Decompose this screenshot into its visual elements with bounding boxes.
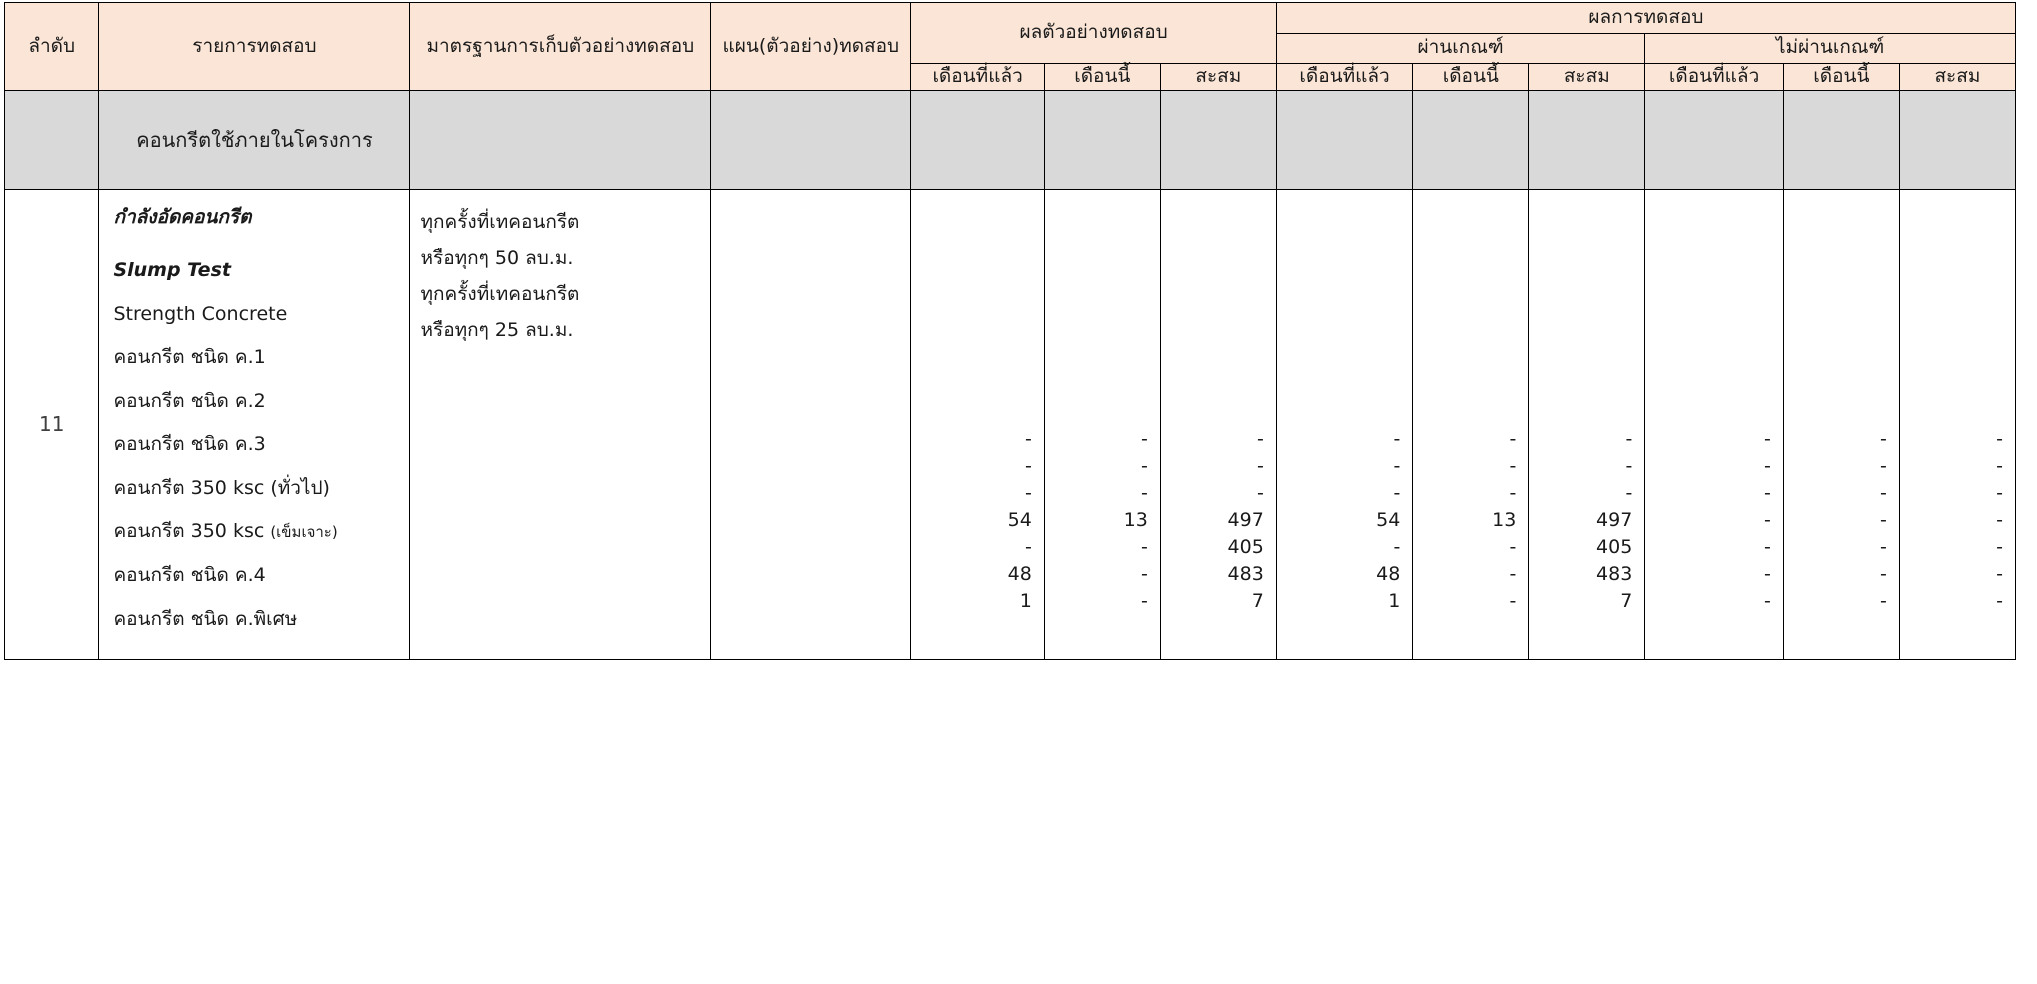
value-cell: 405 <box>1596 536 1633 559</box>
value-cell: 13 <box>1492 509 1517 532</box>
standard-list <box>410 190 710 358</box>
value-cell: - <box>1996 482 2003 505</box>
header-sample-last-month: เดือนที่แล้ว <box>911 64 1044 91</box>
value-cell: - <box>1509 590 1517 613</box>
value-cell: 7 <box>1620 590 1633 613</box>
value-cell: 7 <box>1251 590 1264 613</box>
value-cell: - <box>1509 428 1517 451</box>
value-cell: - <box>1764 590 1771 613</box>
row-fail-last-month <box>1645 189 1784 659</box>
value-cell: 48 <box>1376 563 1401 586</box>
standard-line: หรือทุกๆ 25 ลบ.ม. <box>420 318 574 341</box>
band-no <box>5 90 99 189</box>
value-cell: - <box>1880 509 1887 532</box>
value-cell: - <box>1256 455 1264 478</box>
band-fail-this-month <box>1783 90 1899 189</box>
value-cell: - <box>1880 428 1887 451</box>
table-row <box>5 189 2016 659</box>
value-cell: 13 <box>1123 509 1148 532</box>
value-cell: 54 <box>1376 509 1401 532</box>
value-cell: 1 <box>1388 590 1401 613</box>
band-fail-last-month <box>1645 90 1784 189</box>
band-sample-cumulative <box>1160 90 1276 189</box>
value-cell: - <box>1024 455 1032 478</box>
value-cell: - <box>1880 536 1887 559</box>
value-cell: - <box>1880 482 1887 505</box>
value-cell: 48 <box>1007 563 1032 586</box>
item-list <box>99 190 409 659</box>
table-row <box>5 90 2016 189</box>
report-sheet <box>0 2 2037 984</box>
standard-line: ทุกครั้งที่เทคอนกรีต <box>420 210 580 233</box>
header-pass-last-month: เดือนที่แล้ว <box>1276 64 1413 91</box>
value-cell: - <box>1140 590 1148 613</box>
value-cell: - <box>1509 482 1517 505</box>
item-label: คอนกรีต 350 ksc (เข็มเจาะ) <box>113 520 338 543</box>
item-label: Slump Test <box>113 259 231 282</box>
value-cell: - <box>1996 563 2003 586</box>
value-cell: - <box>1024 536 1032 559</box>
value-cell: - <box>1764 536 1771 559</box>
row-number: 11 <box>5 189 99 659</box>
header-test-result: ผลการทดสอบ <box>1276 3 2015 34</box>
row-fail-cumulative <box>1899 189 2015 659</box>
value-cell: 497 <box>1596 509 1633 532</box>
value-column <box>1277 223 1413 625</box>
value-cell: - <box>1509 455 1517 478</box>
value-cell: 405 <box>1227 536 1264 559</box>
row-item-cell <box>99 189 410 659</box>
band-sample-last-month <box>911 90 1044 189</box>
row-pass-this-month <box>1413 189 1529 659</box>
value-cell: 54 <box>1007 509 1032 532</box>
value-cell: - <box>1393 455 1401 478</box>
value-cell: - <box>1764 482 1771 505</box>
header-pass: ผ่านเกณฑ์ <box>1276 33 1644 64</box>
value-cell: - <box>1996 509 2003 532</box>
item-label: คอนกรีต ชนิด ค.2 <box>113 389 266 412</box>
header-sample-result: ผลตัวอย่างทดสอบ <box>911 3 1276 64</box>
value-cell: - <box>1393 536 1401 559</box>
header-fail-this-month: เดือนนี้ <box>1783 64 1899 91</box>
band-standard <box>410 90 711 189</box>
header-pass-cumulative: สะสม <box>1529 64 1645 91</box>
table-header <box>5 3 2016 91</box>
value-column <box>1161 223 1276 625</box>
row-sample-cumulative <box>1160 189 1276 659</box>
test-results-table <box>4 2 2016 660</box>
value-cell: - <box>1256 428 1264 451</box>
value-cell: - <box>1140 482 1148 505</box>
header-item: รายการทดสอบ <box>99 3 410 91</box>
value-cell: - <box>1393 482 1401 505</box>
header-pass-this-month: เดือนนี้ <box>1413 64 1529 91</box>
value-cell: - <box>1996 455 2003 478</box>
item-label: กำลังอัดคอนกรีต <box>113 205 252 228</box>
header-no: ลำดับ <box>5 3 99 91</box>
standard-line: ทุกครั้งที่เทคอนกรีต <box>420 282 580 305</box>
header-sample-this-month: เดือนนี้ <box>1044 64 1160 91</box>
value-column <box>1784 223 1899 625</box>
row-sample-last-month <box>911 189 1044 659</box>
item-label: คอนกรีต ชนิด ค.1 <box>113 346 266 369</box>
value-cell: 483 <box>1596 563 1633 586</box>
value-cell: - <box>1140 455 1148 478</box>
item-label: คอนกรีต ชนิด ค.3 <box>113 433 266 456</box>
value-cell: - <box>1625 482 1633 505</box>
value-column <box>1529 223 1644 625</box>
row-plan-cell <box>711 189 911 659</box>
header-plan: แผน(ตัวอย่าง)ทดสอบ <box>711 3 911 91</box>
value-cell: - <box>1880 563 1887 586</box>
value-column <box>1900 223 2015 625</box>
band-fail-cumulative <box>1899 90 2015 189</box>
item-label: คอนกรีต ชนิด ค.พิเศษ <box>113 607 298 630</box>
value-cell: 483 <box>1227 563 1264 586</box>
value-cell: - <box>1764 455 1771 478</box>
item-label: คอนกรีต ชนิด ค.4 <box>113 564 266 587</box>
band-pass-this-month <box>1413 90 1529 189</box>
band-plan <box>711 90 911 189</box>
value-cell: - <box>1140 536 1148 559</box>
value-cell: - <box>1880 590 1887 613</box>
header-fail-cumulative: สะสม <box>1899 64 2015 91</box>
row-sample-this-month <box>1044 189 1160 659</box>
band-pass-last-month <box>1276 90 1413 189</box>
value-cell: - <box>1140 428 1148 451</box>
value-cell: - <box>1140 563 1148 586</box>
value-cell: - <box>1625 428 1633 451</box>
value-cell: - <box>1764 428 1771 451</box>
table-body <box>5 90 2016 659</box>
row-standard-cell <box>410 189 711 659</box>
value-column <box>1645 223 1783 625</box>
header-sample-cumulative: สะสม <box>1160 64 1276 91</box>
value-cell: - <box>1764 509 1771 532</box>
value-column <box>1045 223 1160 625</box>
band-item-label: คอนกรีตใช้ภายในโครงการ <box>99 90 410 189</box>
value-cell: - <box>1625 455 1633 478</box>
value-cell: - <box>1393 428 1401 451</box>
value-cell: 497 <box>1227 509 1264 532</box>
value-cell: - <box>1996 536 2003 559</box>
header-standard: มาตรฐานการเก็บตัวอย่างทดสอบ <box>410 3 711 91</box>
value-cell: - <box>1880 455 1887 478</box>
band-pass-cumulative <box>1529 90 1645 189</box>
value-cell: - <box>1996 428 2003 451</box>
header-row-1 <box>5 3 2016 34</box>
row-pass-cumulative <box>1529 189 1645 659</box>
standard-line: หรือทุกๆ 50 ลบ.ม. <box>420 246 574 269</box>
row-fail-this-month <box>1783 189 1899 659</box>
value-cell: - <box>1024 428 1032 451</box>
value-cell: - <box>1996 590 2003 613</box>
value-cell: - <box>1764 563 1771 586</box>
value-cell: - <box>1256 482 1264 505</box>
item-label: Strength Concrete <box>113 302 288 325</box>
band-sample-this-month <box>1044 90 1160 189</box>
value-cell: 1 <box>1019 590 1032 613</box>
header-fail: ไม่ผ่านเกณฑ์ <box>1645 33 2016 64</box>
header-fail-last-month: เดือนที่แล้ว <box>1645 64 1784 91</box>
value-column <box>1413 223 1528 625</box>
value-cell: - <box>1024 482 1032 505</box>
item-label: คอนกรีต 350 ksc (ทั่วไป) <box>113 476 330 499</box>
value-cell: - <box>1509 563 1517 586</box>
value-column <box>911 223 1043 625</box>
value-cell: - <box>1509 536 1517 559</box>
row-pass-last-month <box>1276 189 1413 659</box>
